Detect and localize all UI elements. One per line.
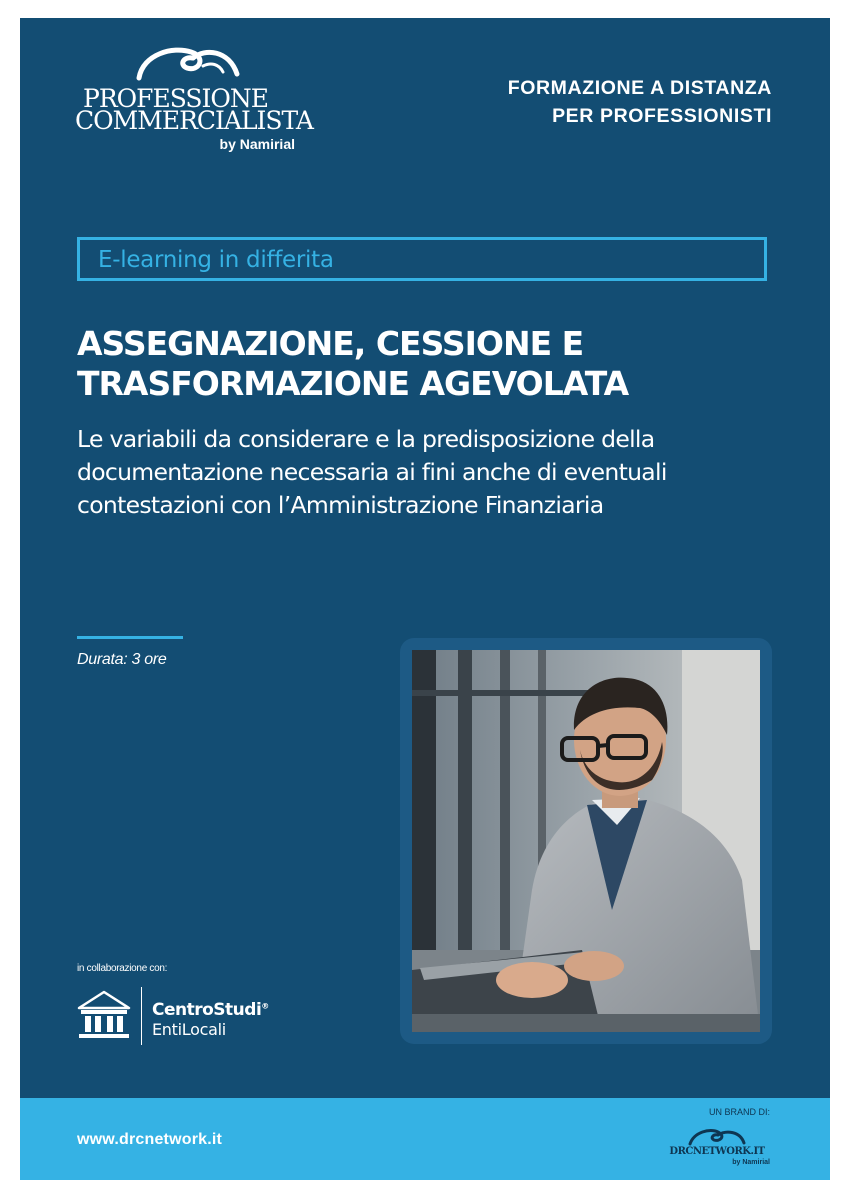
brand-name: DRCNETWORK.IT [669, 1146, 765, 1157]
collaborator-name: CentroStudi® [152, 1000, 269, 1020]
course-subtitle-line-1: Le variabili da considerare e la predisposizione della [77, 425, 655, 453]
collaborator-divider [141, 987, 142, 1045]
course-subtitle [77, 423, 797, 522]
course-mode-box [77, 237, 767, 281]
course-subtitle-line-3: contestazioni con l’Amministrazione Finanziaria [77, 491, 604, 519]
photo-frame [400, 638, 772, 1044]
wave-swirl-logo-icon [133, 44, 243, 82]
drcnetwork-logo [662, 1128, 772, 1172]
tagline-line-2: PER PROFESSIONISTI [552, 105, 772, 127]
logo-line-1: PROFESSIONE [83, 84, 269, 113]
man-with-laptop-photo [412, 650, 760, 1032]
tagline-line-1: FORMAZIONE A DISTANZA [507, 77, 772, 99]
course-duration: Durata: 3 ore [77, 651, 167, 668]
brochure-cover [20, 18, 830, 1180]
temple-icon [77, 990, 131, 1040]
course-title-line-2: TRASFORMAZIONE AGEVOLATA [77, 364, 629, 403]
logo-line-2: COMMERCIALISTA [75, 106, 313, 135]
course-mode-label: E-learning in differita [98, 247, 334, 273]
brand-by-namirial: by Namirial [732, 1159, 770, 1166]
course-subtitle-line-2: documentazione necessaria ai fini anche di eventuali [77, 458, 667, 486]
drcnetwork-swirl-icon [686, 1128, 748, 1146]
tagline [508, 74, 772, 130]
footer-bar [20, 1098, 830, 1180]
logo-by-namirial: by Namirial [219, 136, 295, 152]
collaborator-subname: EntiLocali [152, 1020, 226, 1039]
website-link[interactable]: www.drcnetwork.it [77, 1131, 223, 1148]
course-title-line-1: ASSEGNAZIONE, CESSIONE E [77, 324, 584, 363]
collaboration-label: in collaborazione con: [77, 963, 168, 974]
professione-commercialista-logo [75, 44, 313, 160]
duration-divider [77, 636, 183, 639]
course-title [77, 324, 797, 404]
brand-label: UN BRAND DI: [708, 1107, 770, 1117]
